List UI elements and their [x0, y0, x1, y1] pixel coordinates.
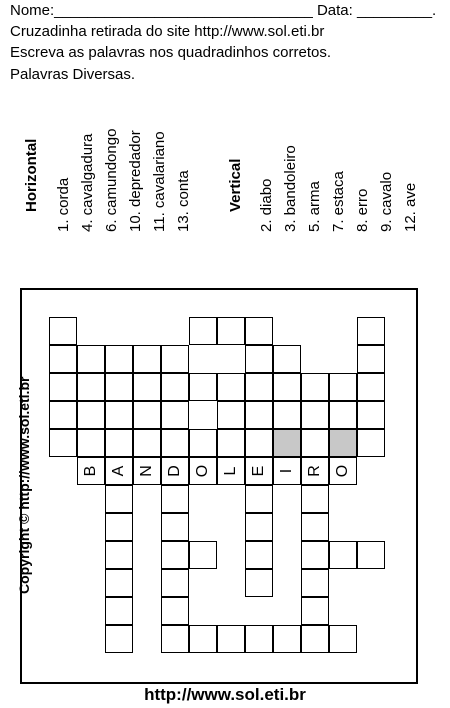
grid-cell[interactable] [189, 429, 217, 457]
grid-cell[interactable] [245, 485, 273, 513]
grid-cell[interactable] [49, 401, 77, 429]
clue-horizontal-1: 1. corda [55, 177, 72, 232]
grid-cell[interactable] [329, 541, 357, 569]
clue-horizontal-11: 11. cavalariano [151, 131, 168, 232]
grid-cell[interactable] [273, 457, 301, 485]
vertical-title: Vertical [227, 158, 244, 212]
grid-cell[interactable] [273, 345, 301, 373]
grid-cell[interactable] [161, 625, 189, 653]
grid-cell[interactable] [245, 625, 273, 653]
crossword-grid [20, 288, 418, 684]
grid-cell[interactable] [217, 401, 245, 429]
clue-horizontal-13: 13. conta [175, 170, 192, 232]
grid-cell[interactable] [301, 485, 329, 513]
grid-cell[interactable] [133, 373, 161, 401]
grid-cell[interactable] [217, 625, 245, 653]
grid-cell[interactable] [161, 373, 189, 401]
grid-cell[interactable] [77, 373, 105, 401]
grid-cell[interactable] [49, 373, 77, 401]
grid-letter: I [278, 468, 295, 474]
grid-cell[interactable] [357, 317, 385, 345]
grid-letter: O [334, 464, 351, 478]
grid-cell[interactable] [161, 429, 189, 457]
clue-vertical-12: 12. ave [402, 182, 419, 232]
clue-vertical-5: 5. arma [306, 181, 323, 232]
grid-cell[interactable] [329, 625, 357, 653]
grid-cell[interactable] [105, 541, 133, 569]
grid-cell[interactable] [301, 513, 329, 541]
clue-vertical-2: 2. diabo [258, 178, 275, 232]
grid-cell[interactable] [161, 457, 189, 485]
grid-cell[interactable] [301, 597, 329, 625]
clue-horizontal-10: 10. depredador [127, 130, 144, 232]
grid-letter: O [194, 464, 211, 478]
grid-cell[interactable] [105, 373, 133, 401]
instruction-line: Escreva as palavras nos quadradinhos corretos. [10, 44, 332, 61]
grid-cell[interactable] [217, 373, 245, 401]
grid-cell[interactable] [133, 401, 161, 429]
footer-url: http://www.sol.eti.br [144, 685, 306, 704]
grid-cell[interactable] [245, 373, 273, 401]
grid-cell[interactable] [301, 457, 329, 485]
grid-cell[interactable] [273, 625, 301, 653]
grid-cell[interactable] [301, 541, 329, 569]
grid-letter: A [110, 465, 127, 477]
grid-cell[interactable] [217, 317, 245, 345]
grid-letter: D [166, 465, 183, 477]
grid-cell[interactable] [217, 429, 245, 457]
clue-vertical-3: 3. bandoleiro [282, 145, 299, 232]
grid-cell[interactable] [161, 401, 189, 429]
grid-cell[interactable] [105, 597, 133, 625]
grid-cell[interactable] [329, 457, 357, 485]
clue-vertical-9: 9. cavalo [378, 171, 395, 232]
grid-cell[interactable] [329, 429, 357, 457]
horizontal-title: Horizontal [23, 138, 40, 212]
grid-cell[interactable] [301, 569, 329, 597]
grid-cell[interactable] [133, 457, 161, 485]
grid-cell[interactable] [49, 317, 77, 345]
grid-cell[interactable] [161, 541, 189, 569]
grid-cell[interactable] [273, 373, 301, 401]
grid-cell[interactable] [357, 401, 385, 429]
grid-cell[interactable] [77, 345, 105, 373]
grid-cell[interactable] [105, 401, 133, 429]
grid-cell[interactable] [105, 457, 133, 485]
grid-cell[interactable] [161, 513, 189, 541]
grid-cell[interactable] [357, 373, 385, 401]
grid-cell[interactable] [105, 569, 133, 597]
grid-cell[interactable] [105, 625, 133, 653]
grid-cell[interactable] [245, 345, 273, 373]
grid-letter: E [250, 465, 267, 477]
grid-cell[interactable] [357, 541, 385, 569]
grid-cell[interactable] [301, 401, 329, 429]
grid-cell[interactable] [301, 625, 329, 653]
grid-cell[interactable] [273, 401, 301, 429]
grid-cell[interactable] [189, 625, 217, 653]
grid-cell[interactable] [49, 345, 77, 373]
grid-cell[interactable] [189, 373, 217, 401]
grid-letter: L [222, 466, 239, 476]
grid-cell[interactable] [105, 429, 133, 457]
grid-cell[interactable] [105, 345, 133, 373]
grid-cell[interactable] [301, 429, 329, 457]
grid-cell[interactable] [161, 597, 189, 625]
grid-cell[interactable] [49, 429, 77, 457]
grid-cell[interactable] [245, 513, 273, 541]
grid-cell[interactable] [245, 429, 273, 457]
grid-cell[interactable] [77, 429, 105, 457]
grid-cell[interactable] [77, 401, 105, 429]
grid-cell[interactable] [357, 345, 385, 373]
grid-cell[interactable] [189, 541, 217, 569]
grid-cell[interactable] [357, 429, 385, 457]
grid-cell[interactable] [189, 457, 217, 485]
grid-cell[interactable] [161, 345, 189, 373]
grid-cell[interactable] [133, 345, 161, 373]
clue-vertical-8: 8. erro [354, 188, 371, 232]
grid-cell[interactable] [189, 317, 217, 345]
grid-letter: R [306, 465, 323, 477]
grid-cell[interactable] [273, 429, 301, 457]
grid-letter: B [82, 465, 99, 477]
grid-cell[interactable] [161, 569, 189, 597]
copyright-side-text: Copyright © http://www.sol.eti.br [16, 376, 32, 594]
grid-cell[interactable] [161, 485, 189, 513]
grid-cell[interactable] [105, 513, 133, 541]
theme-line: Palavras Diversas. [10, 66, 136, 83]
name-date-line: Nome:_______________________________ Data: _________. [10, 2, 437, 19]
grid-cell[interactable] [329, 373, 357, 401]
grid-cell[interactable] [329, 401, 357, 429]
grid-cell[interactable] [217, 457, 245, 485]
source-line: Cruzadinha retirada do site http://www.sol.eti.br [10, 23, 325, 40]
grid-cell[interactable] [245, 317, 273, 345]
grid-cell[interactable] [245, 401, 273, 429]
clue-horizontal-6: 6. camundongo [103, 128, 120, 232]
grid-cell[interactable] [77, 457, 105, 485]
grid-cell[interactable] [301, 373, 329, 401]
grid-cell[interactable] [245, 541, 273, 569]
grid-cell[interactable] [245, 569, 273, 597]
grid-letter: N [138, 465, 155, 477]
grid-cell[interactable] [245, 457, 273, 485]
grid-cell[interactable] [105, 485, 133, 513]
grid-cell[interactable] [133, 429, 161, 457]
clue-vertical-7: 7. estaca [330, 171, 347, 232]
clue-horizontal-4: 4. cavalgadura [79, 133, 96, 232]
